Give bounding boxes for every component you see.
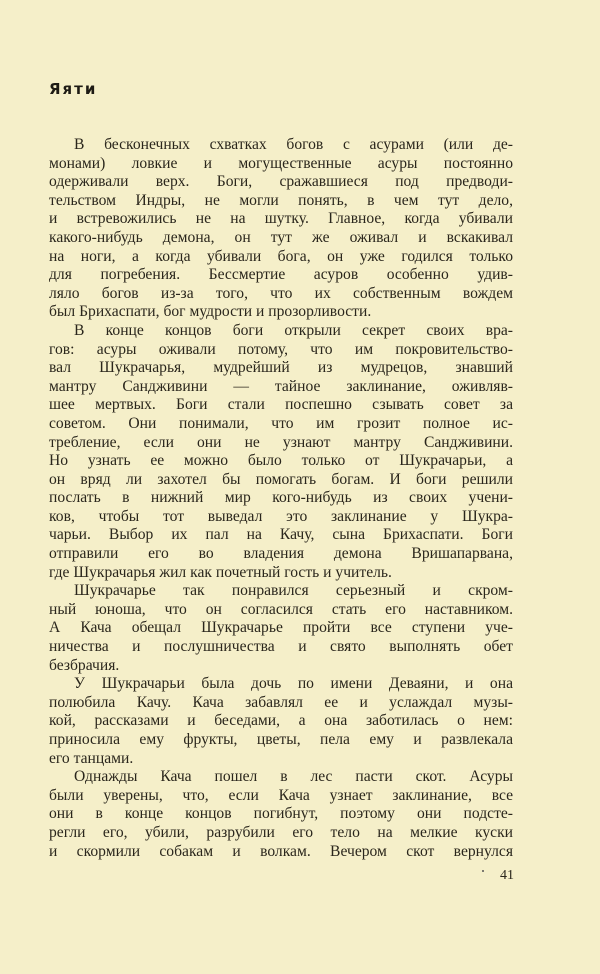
paragraph: [49, 675, 513, 768]
text-line: гов: асуры оживали потому, что им покровительство-: [49, 340, 513, 358]
chapter-title: Яяти: [49, 80, 98, 98]
paragraph: [49, 322, 513, 582]
text-line: А Кача обещал Шукрачарье пройти все ступени уче-: [49, 619, 513, 637]
text-line: шее мертвых. Боги стали поспешно сзывать совет за: [49, 396, 513, 414]
page-number: 41: [500, 868, 514, 883]
print-speck: [482, 870, 484, 872]
paragraph: [49, 768, 513, 861]
text-line: Но узнать ее можно было только от Шукрачарьи, а: [49, 452, 513, 470]
text-line: отправили его во владения демона Вришапарвана,: [49, 545, 513, 563]
text-line: У Шукрачарьи была дочь по имени Деваяни, и она: [74, 675, 513, 693]
text-line: они в конце концов погибнут, поэтому они подсте-: [49, 805, 513, 823]
text-line: чарьи. Выбор их пал на Качу, сына Брихаспати. Боги: [49, 526, 513, 544]
text-line: В конце концов боги открыли секрет своих вра-: [74, 321, 513, 339]
text-line: ляло богов из-за того, что их собственным вождем: [49, 284, 513, 302]
paragraph: [49, 582, 513, 675]
text-line: Однажды Кача пошел в лес пасти скот. Асуры: [74, 768, 513, 786]
body-text: [49, 136, 513, 861]
paragraph: [49, 136, 513, 322]
text-line: были уверены, что, если Кача узнает заклинание, все: [49, 786, 513, 804]
text-line: одерживали верх. Боги, сражавшиеся под предводи-: [49, 173, 513, 191]
text-line: регли его, убили, разрубили его тело на мелкие куски: [49, 823, 513, 841]
text-line: где Шукрачарья жил как почетный гость и учитель.: [49, 563, 392, 581]
text-line: послать в нижний мир кого-нибудь из своих учени-: [49, 489, 513, 507]
text-line: ков, чтобы тот выведал это заклинание у Шукра-: [49, 507, 513, 525]
text-line: на ноги, а когда убивали бога, он уже годился только: [49, 247, 513, 265]
text-line: ный юноша, что он согласился стать его наставником.: [49, 600, 513, 618]
text-line: приносила ему фрукты, цветы, пела ему и развлекала: [49, 731, 513, 748]
text-line: В бесконечных схватках богов с асурами (или де-: [74, 136, 513, 153]
text-line: тельством Индры, не могли понять, в чем тут дело,: [49, 191, 513, 209]
text-line: ничества и послушничества и свято выполнять обет: [49, 638, 513, 656]
text-line: безбрачия.: [49, 656, 120, 674]
text-line: его танцами.: [49, 749, 134, 767]
text-line: советом. Они понимали, что им грозит полное ис-: [49, 414, 513, 432]
text-line: какого-нибудь демона, он тут же оживал и вскакивал: [49, 228, 513, 246]
text-line: и скормили собакам и волкам. Вечером скот вернулся: [49, 842, 513, 860]
text-line: кой, рассказами и беседами, а она заботилась о нем:: [49, 712, 513, 730]
text-line: полюбила Качу. Кача забавлял ее и услаждал музы-: [49, 693, 513, 711]
text-line: он вряд ли захотел бы помогать богам. И боги решили: [49, 470, 513, 488]
text-line: монами) ловкие и могущественные асуры постоянно: [49, 154, 513, 172]
text-line: мантру Сандживини — тайное заклинание, оживляв-: [49, 377, 513, 395]
text-line: для погребения. Бессмертие асуров особенно удив-: [49, 266, 513, 284]
text-line: требление, если они не узнают мантру Сандживини.: [49, 433, 513, 451]
text-line: был Брихаспати, бог мудрости и прозорливости.: [49, 303, 372, 321]
text-line: вал Шукрачарья, мудрейший из мудрецов, знавший: [49, 359, 513, 377]
text-line: и встревожились не на шутку. Главное, когда убивали: [49, 210, 513, 228]
text-line: Шукрачарье так понравился серьезный и скром-: [74, 582, 513, 600]
